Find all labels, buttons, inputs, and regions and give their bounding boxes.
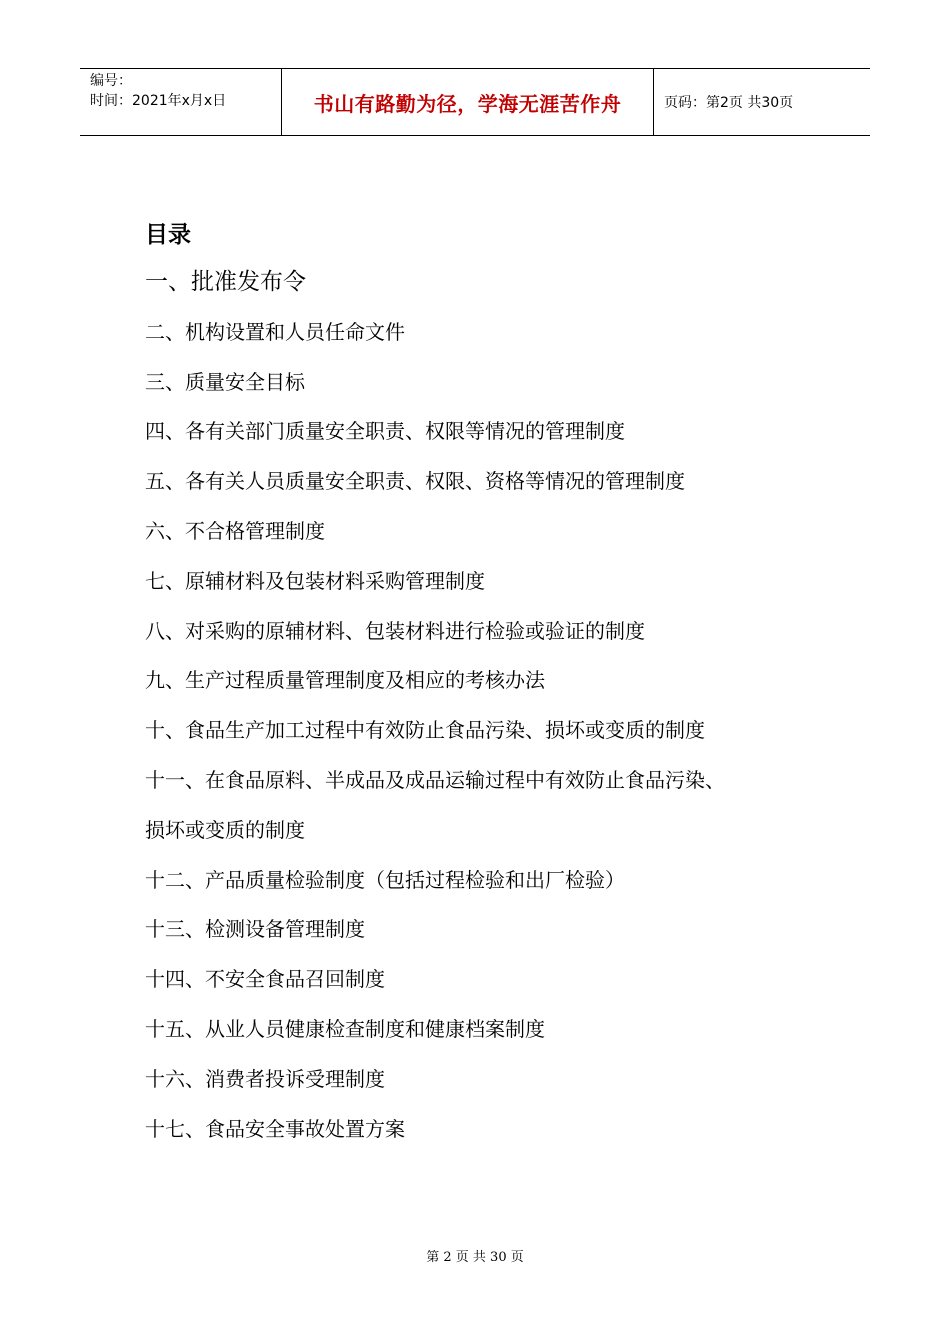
toc-item: 七、原辅材料及包装材料采购管理制度	[145, 568, 485, 593]
toc-item: 八、对采购的原辅材料、包装材料进行检验或验证的制度	[145, 618, 645, 643]
toc-item: 十四、不安全食品召回制度	[145, 967, 385, 992]
header-number-label: 编号：	[90, 73, 132, 89]
toc-item: 六、不合格管理制度	[145, 518, 325, 543]
toc-item-continuation: 损坏或变质的制度	[145, 817, 305, 842]
toc-item: 十六、消费者投诉受理制度	[145, 1066, 385, 1091]
toc-item: 一、批准发布令	[145, 269, 306, 295]
toc-item: 二、机构设置和人员任命文件	[145, 319, 405, 344]
toc-item: 四、各有关部门质量安全职责、权限等情况的管理制度	[145, 419, 625, 444]
toc-section	[145, 212, 845, 1154]
toc-item: 九、生产过程质量管理制度及相应的考核办法	[145, 668, 545, 693]
toc-item: 十五、从业人员健康检查制度和健康档案制度	[145, 1016, 545, 1041]
toc-item: 十三、检测设备管理制度	[145, 917, 365, 942]
toc-item: 十七、食品安全事故处置方案	[145, 1116, 405, 1141]
header-meta	[80, 69, 282, 135]
header-time-label: 时间：2021年x月x日	[90, 93, 227, 109]
toc-item: 十二、产品质量检验制度（包括过程检验和出厂检验）	[145, 867, 625, 892]
page-header	[80, 68, 870, 136]
header-page-info: 页码：第2页 共30页	[664, 95, 794, 111]
toc-item: 三、质量安全目标	[145, 369, 305, 394]
toc-item: 十一、在食品原料、半成品及成品运输过程中有效防止食品污染、	[145, 767, 725, 792]
page-footer: 第 2 页 共 30 页	[426, 1250, 524, 1265]
toc-item: 十、食品生产加工过程中有效防止食品污染、损坏或变质的制度	[145, 718, 705, 743]
toc-item: 五、各有关人员质量安全职责、权限、资格等情况的管理制度	[145, 469, 685, 494]
toc-title: 目录	[145, 222, 191, 248]
header-motto: 书山有路勤为径，学海无涯苦作舟	[282, 69, 654, 135]
